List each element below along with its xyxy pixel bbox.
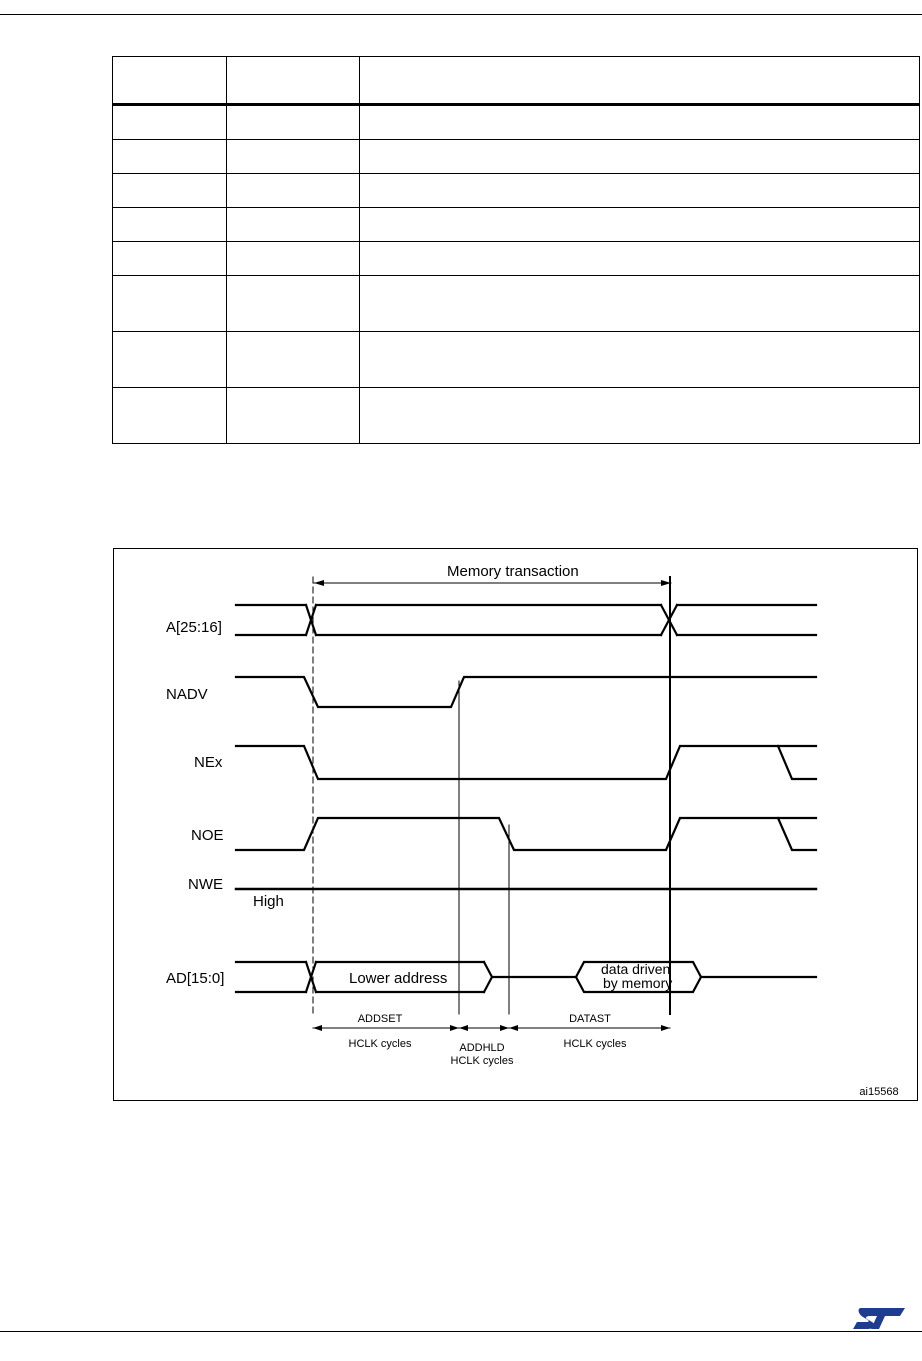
nex-waveform [236, 746, 816, 779]
nwe-state-label: High [253, 893, 284, 910]
table-header-cell [113, 57, 227, 105]
figure-id: ai15568 [859, 1086, 899, 1098]
datast-cycles: HCLK cycles [563, 1038, 627, 1050]
table-row [113, 140, 920, 174]
header-rule [0, 14, 922, 15]
memory-transaction-label: Memory transaction [447, 563, 579, 580]
table-header-row [113, 57, 920, 105]
arrow-head-left [314, 580, 324, 586]
signal-label-nex: NEx [194, 754, 223, 771]
signal-label-nadv: NADV [166, 686, 208, 703]
addset-label: ADDSET [357, 1013, 403, 1025]
table-row [113, 242, 920, 276]
signal-label-noe: NOE [191, 827, 224, 844]
signal-label-a: A[25:16] [166, 619, 222, 636]
lower-address-label: Lower address [349, 970, 448, 987]
table-row [113, 105, 920, 140]
table-row [113, 388, 920, 444]
table-row [113, 276, 920, 332]
table-header-cell [360, 57, 920, 105]
signal-label-ad: AD[15:0] [166, 970, 225, 987]
signal-label-nwe: NWE [188, 876, 223, 893]
addhld-cycles: HCLK cycles [450, 1055, 514, 1067]
data-driven-label: data driven [601, 961, 671, 977]
nadv-waveform [236, 677, 816, 707]
table-row [113, 332, 920, 388]
a-bus-waveform [236, 605, 816, 635]
addhld-label: ADDHLD [459, 1042, 505, 1054]
timing-diagram-svg [114, 549, 919, 1102]
ad-bus-waveform [236, 962, 816, 992]
st-logo-icon [852, 1305, 906, 1331]
register-table [112, 56, 920, 444]
table-row [113, 208, 920, 242]
datast-label: DATAST [569, 1013, 611, 1025]
noe-waveform [236, 818, 816, 850]
footer-rule [0, 1331, 922, 1332]
table-header-cell [227, 57, 360, 105]
addset-cycles: HCLK cycles [348, 1038, 412, 1050]
timing-diagram [113, 548, 918, 1101]
by-memory-label: by memory [603, 975, 673, 991]
table-row [113, 174, 920, 208]
